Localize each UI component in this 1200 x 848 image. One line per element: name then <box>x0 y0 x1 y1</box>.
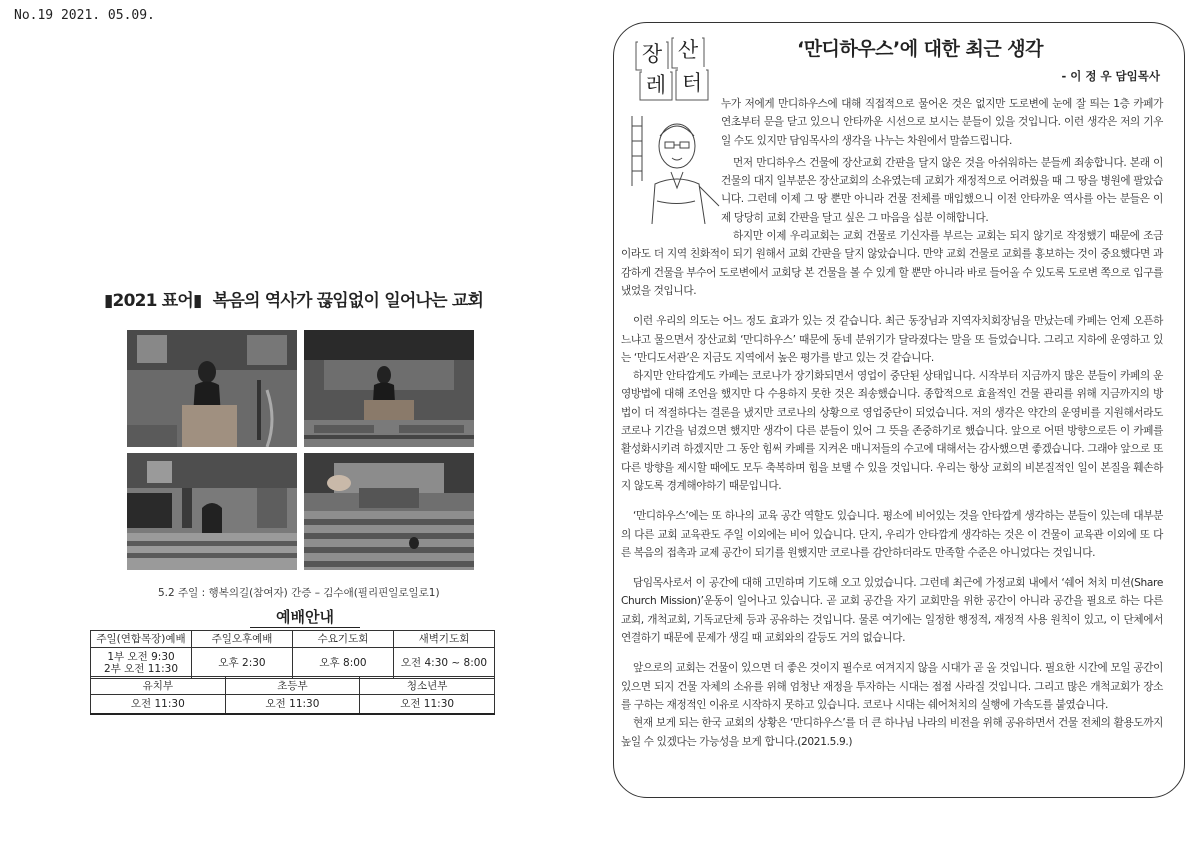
sunday-second-service: 2부 오전 11:30 <box>103 663 179 675</box>
photo-caption: 5.2 주일 : 행복의길(참여자) 간증 – 김수애(필리핀일로일로1) <box>158 587 440 599</box>
motto <box>104 286 504 311</box>
paragraph: 앞으로의 교회는 건물이 있으면 더 좋은 것이지 필수로 여겨지지 않을 시대가 곧 올 것입니다. 필요한 시간에 모일 공간이 있으면 되지 건물 자체의 소유를 위해 엄청난 재정을 투자하는 시대는 점점 사라질 것입니다. 그리고 많은 개척교회가 장소를 구하는 재정적인 이유로 시작하지 못하고 있습니다. 코로나 시대는 쉐어처치의 실행에 가속도를 붙였습니다. <box>621 662 1163 711</box>
header-elementary: 초등부 <box>225 677 360 695</box>
header-kindergarten: 유치부 <box>91 677 226 695</box>
header-youth: 청소년부 <box>360 677 495 695</box>
value-dawn: 오전 4:30 ~ 8:00 <box>394 648 495 679</box>
table-row <box>91 648 495 679</box>
value-elementary: 오전 11:30 <box>225 695 360 715</box>
header-wednesday: 수요기도회 <box>293 631 394 648</box>
paragraph: 이런 우리의 의도는 어느 정도 효과가 있는 것 같습니다. 최근 동장님과 지역자치회장님을 만났는데 카페는 언제 오픈하느냐고 물으면서 장산교회 ‘만디하우스’ 때문에 동네 분위기가 달라졌다는 말을 또 들었습니다. 그리고 지하에 운영하고 있는 ‘만디도서관’은 지금도 지역에서 높은 평가를 받고 있는 것 같습니다. <box>621 315 1163 364</box>
paragraph: 하지만 이제 우리교회는 교회 건물로 기신자를 부르는 교회는 되지 않기로 작정했기 때문에 조금이라도 더 지역 친화적이 되기 원해서 교회 간판을 달지 않았습니다. 만약 교회 건물로 교회를 홍보하는 것이 중요했다면 과감하게 건물을 부수어 도로변에서 교회당 본 건물을 볼 수 있게 할 뿐만 아니라 바로 들어올 수 있도록 도로변 쪽으로 입구를 냈었을 것입니다. <box>621 230 1163 297</box>
table-row <box>91 631 495 648</box>
service-guide-title: 예배안내 <box>250 606 360 628</box>
paragraph: 누가 저에게 만디하우스에 대해 직접적으로 물어온 것은 없지만 도로변에 눈에 잘 띄는 1층 카페가 연초부터 문을 닫고 있으니 안타까운 시선으로 보시는 분들이 있을 것입니다. 이런 생각은 저의 기우일 수도 있지만 담임목사의 생각을 나누는 차원에서 말씀드립니다. <box>721 98 1163 147</box>
header-sunday: 주일(연합목장)예배 <box>91 631 192 648</box>
photo-worship-4 <box>304 453 474 570</box>
motto-prefix: ▮2021 표어▮ <box>104 291 202 311</box>
stamp-char-2: 산 <box>674 34 702 64</box>
sunday-first-service: 1부 오전 9:30 <box>107 651 175 663</box>
header-sunday-afternoon: 주일오후예배 <box>192 631 293 648</box>
value-sunday-afternoon: 오후 2:30 <box>192 648 293 679</box>
photo-worship-3 <box>127 453 297 570</box>
department-schedule-table <box>90 676 495 715</box>
letter-body <box>621 95 1163 751</box>
service-schedule-table <box>90 630 495 679</box>
table-row <box>91 695 495 715</box>
stamp-char-3: 레 <box>642 69 670 99</box>
paragraph: 담임목사로서 이 공간에 대해 고민하며 기도해 오고 있었습니다. 그런데 최근에 가정교회 내에서 ‘쉐어 처치 미션(Share Church Mission)’운동이 일어나고 있습니다. 곧 교회 공간을 자기 교회만을 위한 공간이 아니라 공간을 필요로 하는 다른 교회, 개척교회, 기독교단체 등과 공유하는 것입니다. 물론 여기에는 일정한 행정적, 재정적 사용 원칙이 있고, 이 단체에서 연결하기 때문에 문제가 생길 때 교회와의 갈등도 거의 없습니다. <box>621 577 1163 645</box>
letter-author: - 이 정 우 담임목사 <box>1061 69 1160 83</box>
paragraph: 현재 보게 되는 한국 교회의 상황은 ‘만디하우스’를 더 큰 하나님 나라의 비전을 위해 공유하면서 건물 전체의 활용도까지 높일 수 있겠다는 가능성을 보게 합니다.(2021.5.9.) <box>621 717 1163 748</box>
paragraph: ‘만디하우스’에는 또 하나의 교육 공간 역할도 있습니다. 평소에 비어있는 것을 안타깝게 생각하는 분들이 있는데 대부분의 다른 교회 교육관도 주일 이외에는 비어 있습니다. 단지, 우리가 안타깝게 생각하는 것은 이 건물이 교육관 이외에 또 다른 복음의 접촉과 교제 공간이 되기를 원했지만 코로나를 감안하더라도 만족할 수준은 아니었다는 것입니다. <box>621 510 1163 559</box>
photo-collage <box>127 330 475 570</box>
photo-testimony-2 <box>304 330 474 447</box>
value-youth: 오전 11:30 <box>360 695 495 715</box>
paragraph: 먼저 만디하우스 건물에 장산교회 간판을 달지 않은 것을 아쉬워하는 분들께 죄송합니다. 본래 이 건물의 대지 일부분은 장산교회의 소유였는데 교회가 재정적으로 어려웠을 때 그 땅을 병원에 팔았습니다. 그런데 이제 그 땅 뿐만 아니라 건물 전체를 매입했으니 이전 안타까운 역사를 아는 분들은 이제 당당히 교회 간판을 달고 싶은 그 마음을 십분 이해합니다. <box>721 156 1163 224</box>
stamp-char-4: 터 <box>678 67 706 97</box>
table-row <box>91 677 495 695</box>
paragraph: 하지만 안타깝게도 카페는 코로나가 장기화되면서 영업이 중단된 상태입니다. 시작부터 지금까지 많은 분들이 카페의 운영방법에 대해 조언을 했지만 다 수용하지 못한 것은 죄송했습니다. 종합적으로 효율적인 건물 관리를 위해 지금까지의 방법이 더 적절하다는 결론을 냈지만 코로나의 상황으로 영업중단이 되었습니다. 저의 생각은 약간의 운영비를 지원해서라도 코로나 기간을 넘겼으면 했지만 생각이 다른 분들이 있어 그 뜻을 존중하기로 했습니다. 앞으로 어떤 방향으로든 이 카페를 활성화시키려 하겠지만 그 동안 힘써 카페를 지켜온 매니저들의 수고에 대해서는 감사했으면 좋겠습니다. 그래야 앞으로 또 다른 방향을 제시할 때에도 모두 축복하며 힘을 보탤 수 있을 것입니다. 우리는 항상 교회의 비본질적인 일이 본질을 훼손하지 않도록 경계해야하기 때문입니다. <box>621 370 1163 492</box>
value-kindergarten: 오전 11:30 <box>91 695 226 715</box>
header-dawn: 새벽기도회 <box>394 631 495 648</box>
issue-number: No.19 2021. 05.09. <box>14 8 155 23</box>
value-sunday <box>91 648 192 679</box>
stamp-char-1: 장 <box>638 38 666 68</box>
value-wednesday: 오후 8:00 <box>293 648 394 679</box>
photo-testimony-1 <box>127 330 297 447</box>
motto-text: 복음의 역사가 끊임없이 일어나는 교회 <box>212 291 484 311</box>
letter-title: ‘만디하우스’에 대한 최근 생각 <box>796 38 1044 60</box>
